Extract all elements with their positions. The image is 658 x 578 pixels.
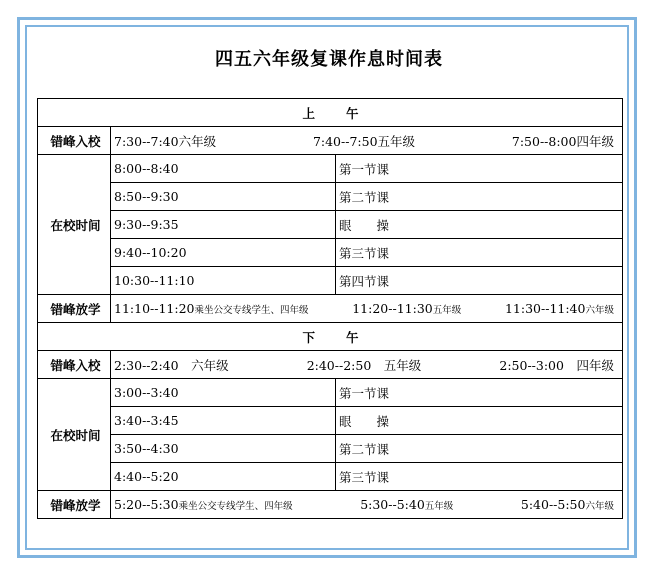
section-row-morning bbox=[38, 99, 623, 127]
dismissal-row-afternoon bbox=[38, 491, 623, 519]
class-time: 8:50--9:30 bbox=[111, 183, 336, 211]
class-row bbox=[38, 211, 623, 239]
arrival-times-morning bbox=[111, 127, 623, 155]
class-activity: 第三节课 bbox=[336, 463, 623, 491]
page-title: 四五六年级复课作息时间表 bbox=[215, 49, 443, 70]
dismissal-item: 11:20--11:30五年级 bbox=[352, 301, 462, 316]
arrival-times-afternoon bbox=[111, 351, 623, 379]
class-row bbox=[38, 435, 623, 463]
class-time: 9:30--9:35 bbox=[111, 211, 336, 239]
class-time: 3:50--4:30 bbox=[111, 435, 336, 463]
arrival-item: 7:30--7:40六年级 bbox=[114, 133, 217, 149]
class-row bbox=[38, 183, 623, 211]
class-activity: 第四节课 bbox=[336, 267, 623, 295]
arrival-item: 2:50--3:00 四年级 bbox=[499, 357, 614, 373]
dismissal-item: 11:10--11:20乘坐公交专线学生、四年级 bbox=[114, 301, 309, 316]
arrival-label-morning: 错峰入校 bbox=[38, 127, 111, 155]
class-activity: 第三节课 bbox=[336, 239, 623, 267]
schedule-table bbox=[37, 98, 623, 519]
class-row bbox=[38, 239, 623, 267]
arrival-item: 2:40--2:50 五年级 bbox=[306, 357, 422, 373]
class-time: 10:30--11:10 bbox=[111, 267, 336, 295]
class-activity: 第一节课 bbox=[336, 379, 623, 407]
class-time: 4:40--5:20 bbox=[111, 463, 336, 491]
in-school-label-morning: 在校时间 bbox=[38, 155, 111, 295]
dismissal-times-morning bbox=[111, 295, 623, 323]
class-activity: 第二节课 bbox=[336, 183, 623, 211]
dismissal-item: 5:20--5:30乘坐公交专线学生、四年级 bbox=[114, 497, 293, 512]
arrival-row-morning bbox=[38, 127, 623, 155]
arrival-item: 7:50--8:00四年级 bbox=[511, 133, 614, 149]
class-activity: 第二节课 bbox=[336, 435, 623, 463]
class-row bbox=[38, 407, 623, 435]
arrival-label-afternoon: 错峰入校 bbox=[38, 351, 111, 379]
arrival-row-afternoon bbox=[38, 351, 623, 379]
section-row-afternoon bbox=[38, 323, 623, 351]
dismissal-row-morning bbox=[38, 295, 623, 323]
dismissal-item: 5:40--5:50六年级 bbox=[520, 497, 614, 512]
class-time: 3:00--3:40 bbox=[111, 379, 336, 407]
dismissal-label-afternoon: 错峰放学 bbox=[38, 491, 111, 519]
class-row bbox=[38, 463, 623, 491]
class-row bbox=[38, 155, 623, 183]
section-title-afternoon: 下 午 bbox=[38, 323, 623, 351]
class-time: 9:40--10:20 bbox=[111, 239, 336, 267]
class-time: 8:00--8:40 bbox=[111, 155, 336, 183]
dismissal-times-afternoon bbox=[111, 491, 623, 519]
class-activity: 第一节课 bbox=[336, 155, 623, 183]
dismissal-label-morning: 错峰放学 bbox=[38, 295, 111, 323]
class-row bbox=[38, 379, 623, 407]
section-title-morning: 上 午 bbox=[38, 99, 623, 127]
class-time: 3:40--3:45 bbox=[111, 407, 336, 435]
arrival-item: 7:40--7:50五年级 bbox=[312, 133, 416, 149]
arrival-item: 2:30--2:40 六年级 bbox=[114, 357, 229, 373]
class-row bbox=[38, 267, 623, 295]
dismissal-item: 5:30--5:40五年级 bbox=[360, 497, 454, 512]
class-activity: 眼 操 bbox=[336, 407, 623, 435]
class-activity: 眼 操 bbox=[336, 211, 623, 239]
dismissal-item: 11:30--11:40六年级 bbox=[504, 301, 614, 316]
in-school-label-afternoon: 在校时间 bbox=[38, 379, 111, 491]
